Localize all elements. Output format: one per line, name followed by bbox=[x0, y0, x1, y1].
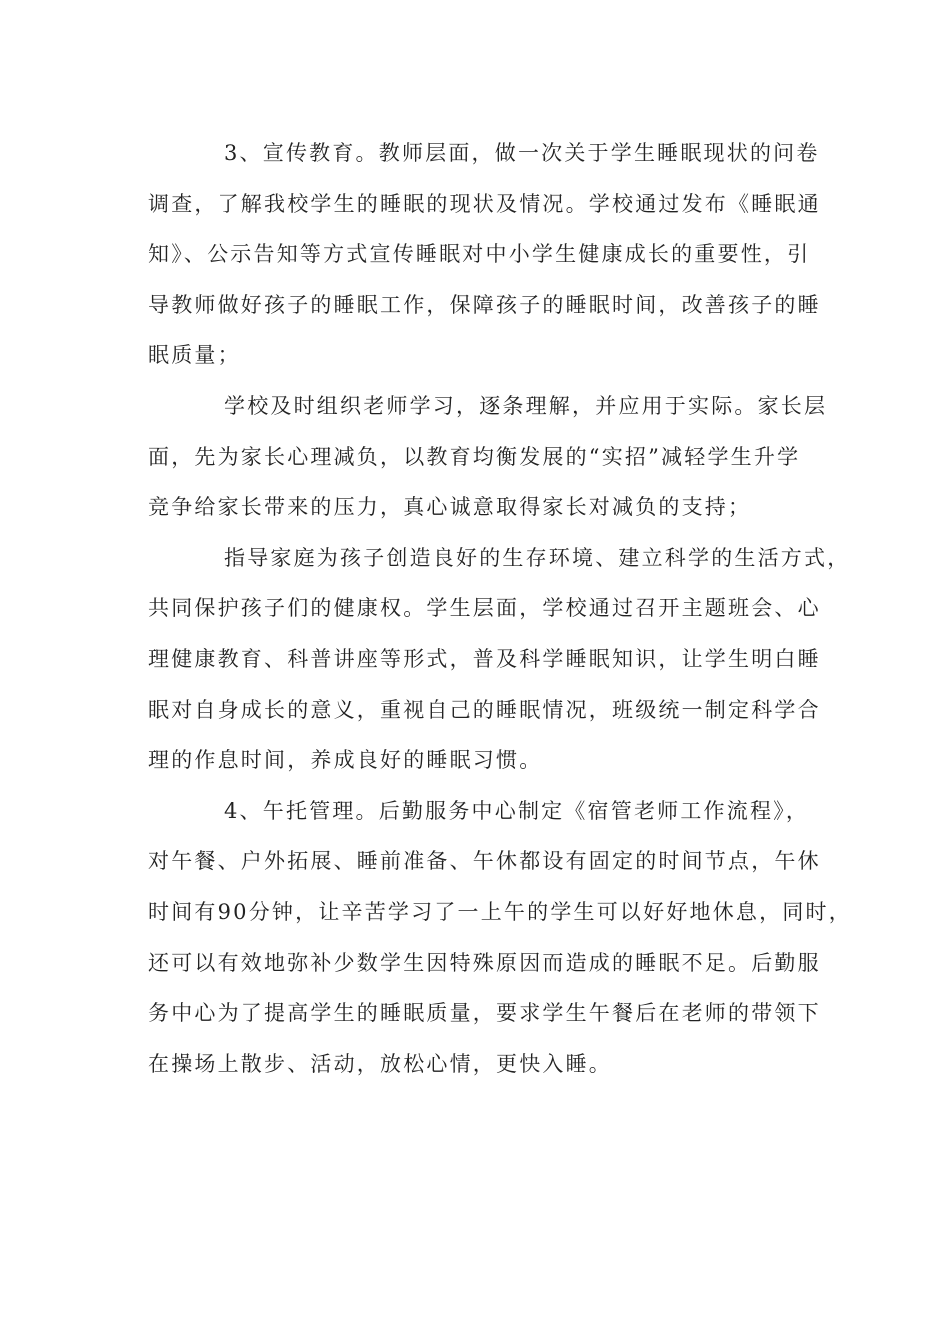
text-line: 眠对自身成长的意义，重视自己的睡眠情况，班级统一制定科学合 bbox=[148, 697, 821, 722]
text-line: 面，先为家长心理减负，以教育均衡发展的“实招”减轻学生升学 bbox=[148, 444, 801, 469]
text-line: 还可以有效地弥补少数学生因特殊原因而造成的睡眠不足。后勤服 bbox=[148, 950, 821, 975]
document-body bbox=[148, 128, 852, 1089]
paragraph-publicity-education bbox=[148, 128, 820, 381]
text-line: 务中心为了提高学生的睡眠质量，要求学生午餐后在老师的带领下 bbox=[148, 1001, 821, 1026]
text-line: 时间有90分钟，让辛苦学习了一上午的学生可以好好地休息，同时， bbox=[148, 899, 852, 924]
text-line: 理健康教育、科普讲座等形式，普及科学睡眠知识，让学生明白睡 bbox=[148, 646, 821, 671]
text-line: 共同保护孩子们的健康权。学生层面，学校通过召开主题班会、心 bbox=[148, 596, 821, 621]
text-line: 竞争给家长带来的压力，真心诚意取得家长对减负的支持； bbox=[148, 495, 752, 520]
text-line: 对午餐、户外拓展、睡前准备、午休都设有固定的时间节点，午休 bbox=[148, 849, 821, 874]
text-line: 导教师做好孩子的睡眠工作，保障孩子的睡眠时间，改善孩子的睡 bbox=[148, 292, 821, 317]
text-line: 学校及时组织老师学习，逐条理解，并应用于实际。家长层 bbox=[224, 393, 828, 418]
text-line: 眠质量； bbox=[148, 343, 241, 368]
text-line: 4、午托管理。后勤服务中心制定《宿管老师工作流程》， bbox=[224, 798, 810, 823]
text-line: 指导家庭为孩子创造良好的生存环境、建立科学的生活方式， bbox=[224, 545, 851, 570]
text-line: 在操场上散步、活动，放松心情，更快入睡。 bbox=[148, 1051, 612, 1076]
paragraph-noon-care bbox=[148, 786, 852, 1090]
text-line: 调查，了解我校学生的睡眠的现状及情况。学校通过发布《睡眠通 bbox=[148, 191, 821, 216]
text-line: 理的作息时间，养成良好的睡眠习惯。 bbox=[148, 748, 543, 773]
paragraph-school-study bbox=[148, 381, 828, 533]
text-line: 知》、公示告知等方式宣传睡眠对中小学生健康成长的重要性，引 bbox=[148, 242, 811, 267]
text-line: 3、宣传教育。教师层面，做一次关于学生睡眠现状的问卷 bbox=[224, 141, 820, 165]
paragraph-family-guidance bbox=[148, 533, 851, 786]
